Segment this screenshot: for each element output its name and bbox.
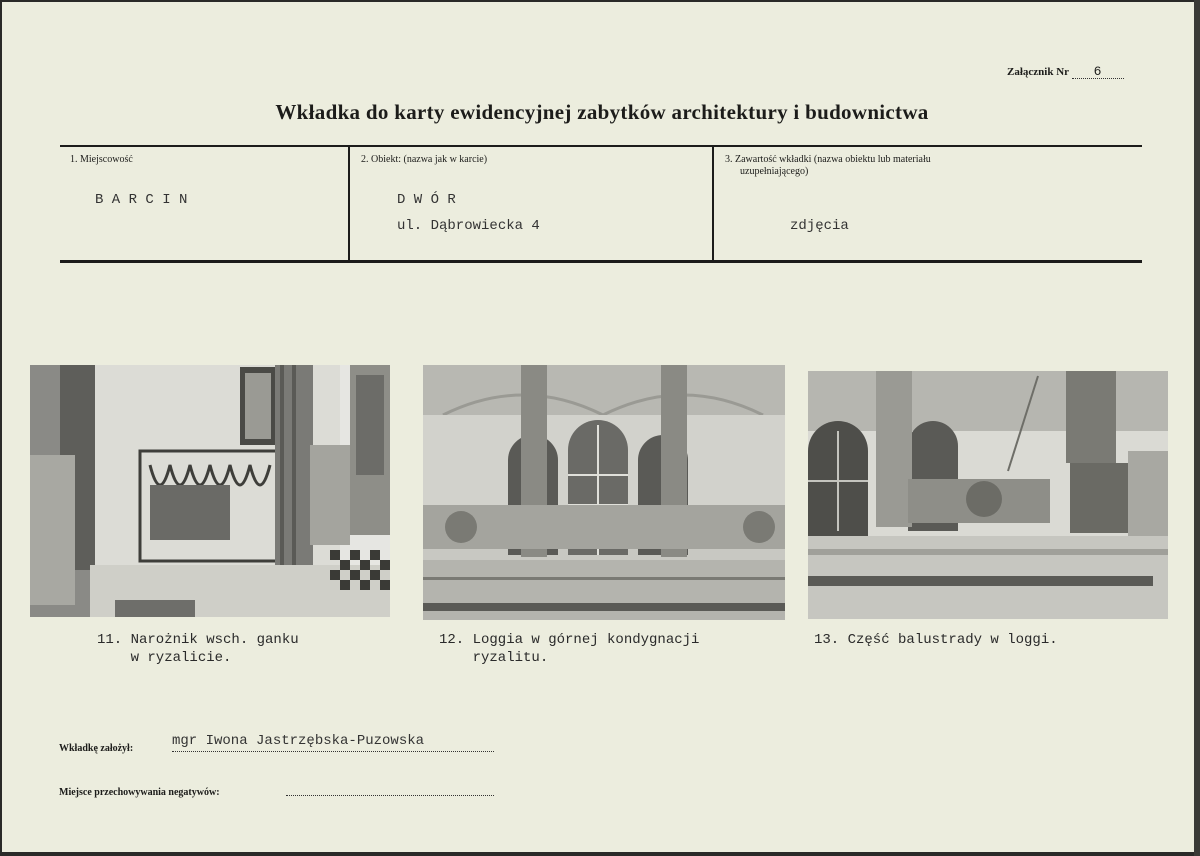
photo-caption: 12. Loggia w górnej kondygnacji xyxy=(439,632,700,648)
table-top-rule xyxy=(60,145,1142,147)
locality-value: B A R C I N xyxy=(95,192,188,208)
negatives-location-line xyxy=(286,795,494,796)
object-value-name: D W Ó R xyxy=(397,192,456,208)
created-by-line xyxy=(172,751,494,752)
created-by-label: Wkładkę założył: xyxy=(59,743,134,754)
photo-caption-cont: ryzalitu. xyxy=(439,650,549,666)
object-value-address: ul. Dąbrowiecka 4 xyxy=(397,218,540,234)
table-divider xyxy=(712,145,714,260)
photo-caption: 13. Część balustrady w loggi. xyxy=(814,632,1058,648)
locality-label: 1. Miejscowość xyxy=(70,154,133,165)
photo-porch-corner xyxy=(30,365,390,617)
table-divider xyxy=(348,145,350,260)
photo-caption: 11. Narożnik wsch. ganku xyxy=(97,632,299,648)
page-title: Wkładka do karty ewidencyjnej zabytków architektury i budownictwa xyxy=(275,100,929,124)
contents-label-cont: uzupełniającego) xyxy=(740,166,809,177)
object-label: 2. Obiekt: (nazwa jak w karcie) xyxy=(361,154,488,165)
contents-label: 3. Zawartość wkładki (nazwa obiektu lub materiału xyxy=(725,154,931,165)
created-by-value: mgr Iwona Jastrzębska-Puzowska xyxy=(172,733,425,749)
photo-balustrade xyxy=(808,371,1168,619)
annex-label: Załącznik Nr xyxy=(1007,66,1069,78)
record-sheet xyxy=(2,2,1194,852)
negatives-location-label: Miejsce przechowywania negatywów: xyxy=(59,787,220,798)
photo-loggia xyxy=(423,365,785,620)
scan-edge xyxy=(1194,0,1200,856)
annex-value: 6 xyxy=(1072,66,1124,79)
contents-value: zdjęcia xyxy=(790,218,849,234)
annex-number xyxy=(1007,66,1124,79)
photo-caption-cont: w ryzalicie. xyxy=(97,650,232,666)
table-bottom-rule xyxy=(60,260,1142,263)
